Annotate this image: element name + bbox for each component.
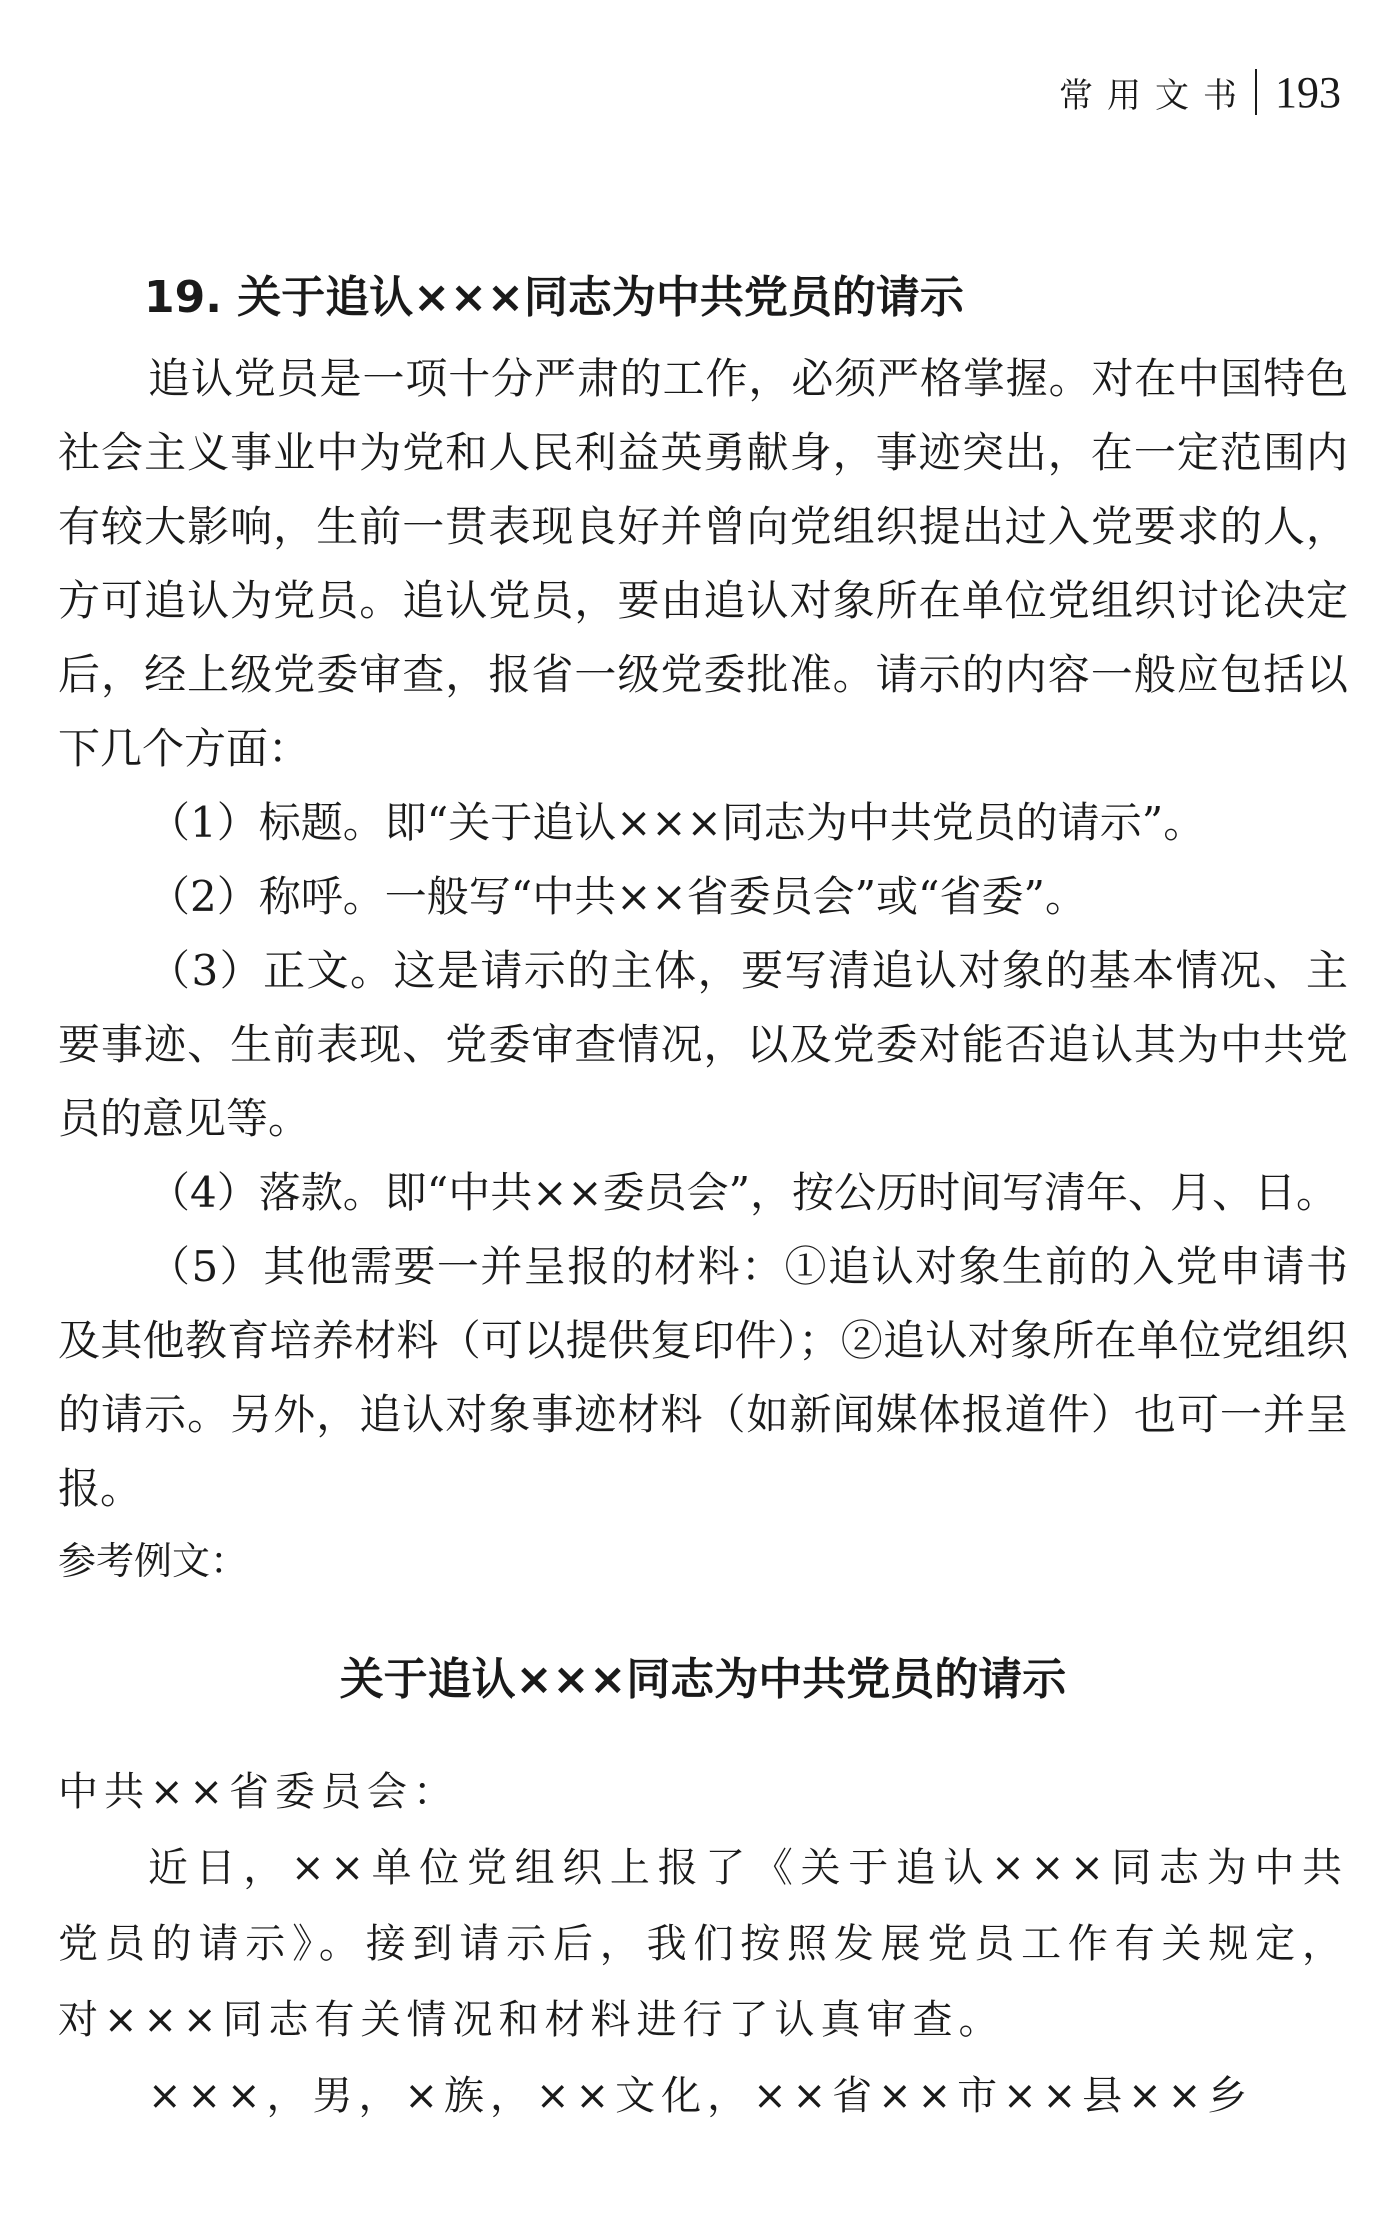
- item-body-paragraph: （3）正文。这是请示的主体，要写清追认对象的基本情况、主要事迹、生前表现、党委审查情况，以及党委对能否追认其为中共党员的意见等。: [58, 946, 1348, 1143]
- page-number: 193: [1275, 67, 1341, 117]
- intro-paragraph: 追认党员是一项十分严肃的工作，必须严格掌握。对在中国特色社会主义事业中为党和人民利益英勇献身，事迹突出，在一定范围内有较大影响，生前一贯表现良好并曾向党组织提出过入党要求的人，方可追认为党员。追认党员，要由追认对象所在单位党组织讨论决定后，经上级党委审查，报省一级党委批准。请示的内容一般应包括以下几个方面：: [58, 354, 1348, 773]
- item-materials-paragraph: （5）其他需要一并呈报的材料：①追认对象生前的入党申请书及其他教育培养材料（可以提供复印件）；②追认对象所在单位党组织的请示。另外，追认对象事迹材料（如新闻媒体报道件）也可一并呈报。: [58, 1242, 1348, 1513]
- sample-salutation: 中共××省委员会：: [58, 1769, 460, 1815]
- running-title: 常用文书: [1059, 75, 1251, 116]
- sample-body-paragraph: ×××，男，×族，××文化，××省××市××县××乡: [148, 2073, 1254, 2119]
- reference-label: 参考例文：: [58, 1539, 249, 1583]
- item-signature-paragraph: （4）落款。即“中共××委员会”，按公历时间写清年、月、日。: [148, 1168, 1339, 1217]
- section-heading: 19. 关于追认×××同志为中共党员的请示: [144, 272, 964, 323]
- item-title-paragraph: （1）标题。即“关于追认×××同志为中共党员的请示”。: [148, 798, 1206, 847]
- sample-title: 关于追认×××同志为中共党员的请示: [339, 1654, 1067, 1705]
- page-content: [58, 262, 1348, 2134]
- header-divider: [1255, 69, 1257, 115]
- item-salutation-paragraph: （2）称呼。一般写“中共××省委员会”或“省委”。: [148, 872, 1087, 921]
- sample-body-paragraph: 近日，××单位党组织上报了《关于追认×××同志为中共党员的请示》。接到请示后，我们按照发展党员工作有关规定，对×××同志有关情况和材料进行了认真审查。: [58, 1845, 1348, 2043]
- running-header: [1059, 64, 1341, 120]
